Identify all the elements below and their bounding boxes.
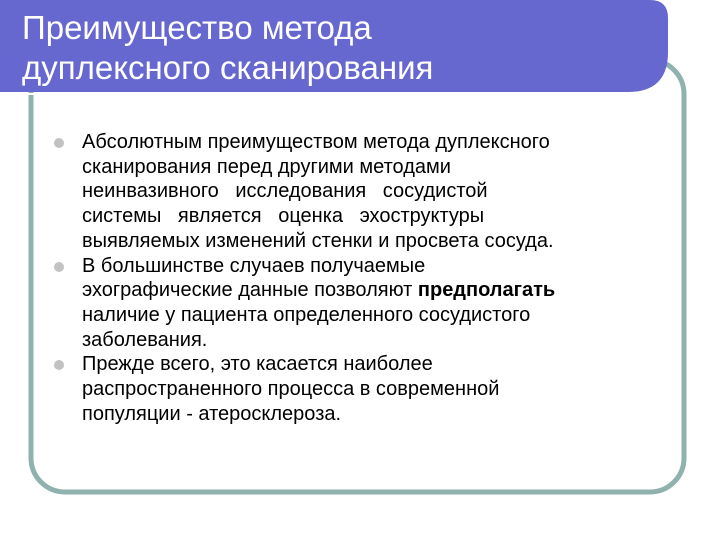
bullet-line: сканирования перед другими методами: [82, 155, 451, 178]
bullet-line: популяции - атеросклероза.: [82, 402, 342, 425]
bullet-line: заболевания.: [82, 328, 208, 351]
bullet-line: [82, 278, 668, 303]
bullet-dot-icon: [54, 138, 64, 148]
bullet-line: Абсолютным преимуществом метода дуплексного: [82, 131, 550, 153]
bullet-item: [52, 254, 668, 353]
bullet-item: [52, 352, 668, 426]
bullet-line: распространенного процесса в современной: [82, 378, 500, 401]
bullet-line: Прежде всего, это касается наиболее: [82, 353, 433, 376]
bullet-line: выявляемых изменений стенки и просвета сосуда.: [82, 229, 554, 252]
bullet-list: [52, 130, 668, 426]
bullet-item: [52, 130, 668, 254]
bullet-line: неинвазивного исследования сосудистой: [82, 180, 488, 203]
title-line-2: дуплексного сканирования: [22, 49, 434, 86]
bullet-line: наличие у пациента определенного сосудистого: [82, 303, 531, 326]
bullet-line: системы является оценка эхоструктуры: [82, 205, 485, 228]
bullet-line: В большинстве случаев получаемые: [82, 254, 426, 277]
bullet-line-text: эхографические данные позволяют: [82, 279, 418, 302]
bullet-dot-icon: [54, 262, 64, 272]
bullet-dot-icon: [54, 360, 64, 370]
slide-title: [22, 8, 662, 88]
emphasized-word: предполагать: [417, 279, 556, 302]
title-line-1: Преимущество метода: [22, 9, 372, 46]
